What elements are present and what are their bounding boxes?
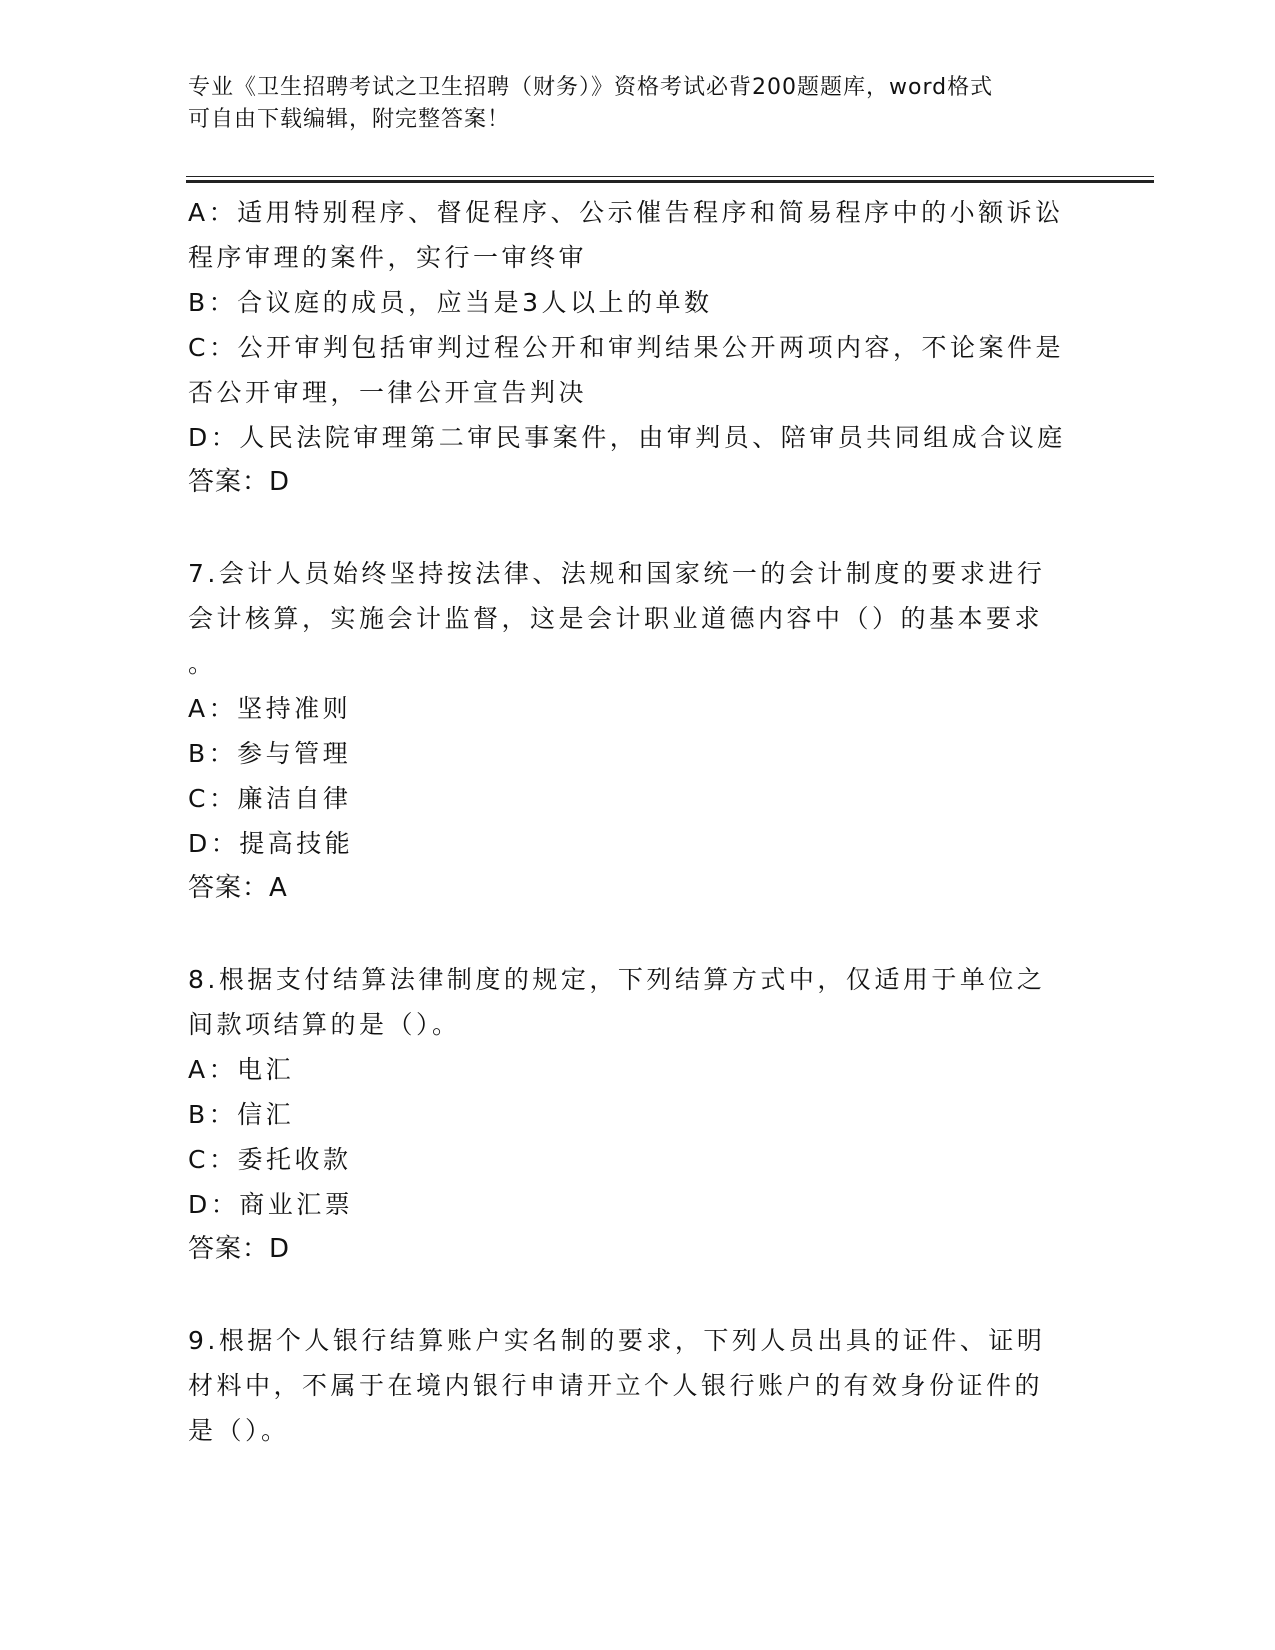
option-b: B：信汇 (188, 1100, 295, 1129)
question-stem-line-2: 材料中，不属于在境内银行申请开立个人银行账户的有效身份证件的 (188, 1371, 1044, 1400)
question-6 (188, 190, 1088, 505)
option-c: C：委托收款 (188, 1145, 352, 1174)
header-line-1: 专业《卫生招聘考试之卫生招聘（财务）》资格考试必背200题题库，word格式 (188, 75, 994, 100)
question-stem-line-3: 是（）。 (188, 1416, 290, 1445)
option-b: B：合议庭的成员，应当是3人以上的单数 (188, 288, 713, 317)
question-stem-line-2: 间款项结算的是（）。 (188, 1010, 461, 1039)
option-d: D：提高技能 (188, 829, 354, 858)
question-list (188, 190, 1088, 1453)
question-spacer (188, 911, 1088, 957)
option-a: A：电汇 (188, 1055, 295, 1084)
question-spacer (188, 505, 1088, 551)
option-a-line-2: 程序审理的案件，实行一审终审 (188, 243, 588, 272)
option-c-line-2: 否公开审理，一律公开宣告判决 (188, 378, 588, 407)
question-stem-line-1: 9.根据个人银行结算账户实名制的要求，下列人员出具的证件、证明 (188, 1326, 1046, 1355)
question-8 (188, 957, 1088, 1272)
question-stem-line-3: 。 (188, 649, 217, 678)
question-stem-line-1: 8.根据支付结算法律制度的规定，下列结算方式中，仅适用于单位之 (188, 965, 1046, 994)
question-stem-line-1: 7.会计人员始终坚持按法律、法规和国家统一的会计制度的要求进行 (188, 559, 1046, 588)
option-b: B：参与管理 (188, 739, 352, 768)
answer: 答案：A (188, 873, 288, 903)
option-d: D：人民法院审理第二审民事案件，由审判员、陪审员共同组成合议庭 (188, 423, 1066, 452)
document-header (188, 72, 1068, 136)
question-9 (188, 1318, 1088, 1453)
option-a: A：坚持准则 (188, 694, 352, 723)
header-divider-thin (186, 176, 1154, 177)
header-line-2: 可自由下载编辑，附完整答案！ (188, 107, 511, 132)
option-a-line-1: A：适用特别程序、督促程序、公示催告程序和简易程序中的小额诉讼 (188, 198, 1064, 227)
option-c: C：廉洁自律 (188, 784, 352, 813)
option-d: D：商业汇票 (188, 1190, 354, 1219)
answer: 答案：D (188, 467, 291, 497)
answer: 答案：D (188, 1234, 291, 1264)
question-stem-line-2: 会计核算，实施会计监督，这是会计职业道德内容中（）的基本要求 (188, 604, 1044, 633)
option-c-line-1: C：公开审判包括审判过程公开和审判结果公开两项内容，不论案件是 (188, 333, 1064, 362)
question-7 (188, 551, 1088, 911)
question-spacer (188, 1272, 1088, 1318)
header-divider-thick (186, 180, 1154, 183)
